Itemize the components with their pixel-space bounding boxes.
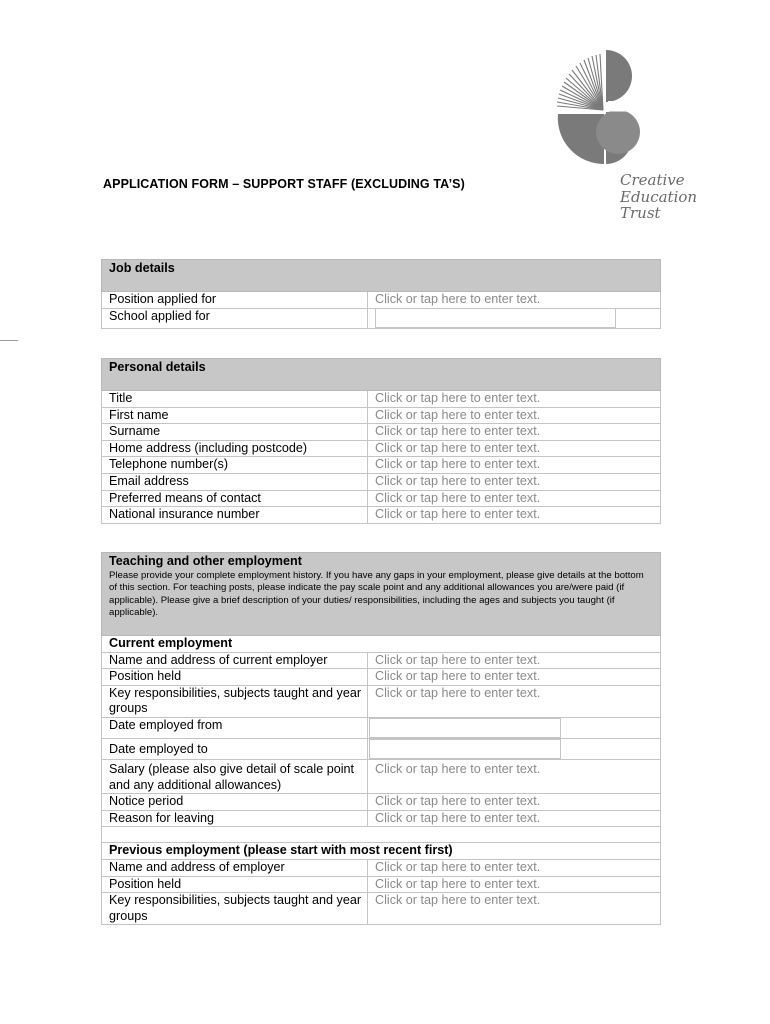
logo-line-trust: Trust [620, 204, 661, 222]
current-responsibilities-label: Key responsibilities, subjects taught and year groups [102, 685, 368, 717]
current-responsibilities-input[interactable]: Click or tap here to enter text. [368, 685, 661, 717]
personal-details-heading: Personal details [102, 359, 661, 391]
national-insurance-input[interactable]: Click or tap here to enter text. [368, 507, 661, 524]
telephone-input[interactable]: Click or tap here to enter text. [368, 457, 661, 474]
first-name-label: First name [102, 407, 368, 424]
logo-wordmark [620, 172, 697, 222]
first-name-input[interactable]: Click or tap here to enter text. [368, 407, 661, 424]
previous-responsibilities-input[interactable]: Click or tap here to enter text. [368, 893, 661, 925]
employment-heading: Teaching and other employment [109, 554, 302, 568]
reason-leaving-label: Reason for leaving [102, 810, 368, 827]
previous-responsibilities-label: Key responsibilities, subjects taught and year groups [102, 893, 368, 925]
salary-input[interactable]: Click or tap here to enter text. [368, 759, 661, 793]
position-applied-input[interactable]: Click or tap here to enter text. [368, 292, 661, 309]
email-label: Email address [102, 473, 368, 490]
home-address-input[interactable]: Click or tap here to enter text. [368, 440, 661, 457]
employment-note: Please provide your complete employment history. If you have any gaps in your employment, please give details at the bottom of this section. For teaching posts, please indicate the pay scale point and any additional allowances you are/were paid (if applicable). Please give a brief description of your duties/ responsibilities, including the ages and subjects you taught (if applicable). [109, 569, 644, 619]
job-details-table [101, 259, 661, 329]
preferred-contact-input[interactable]: Click or tap here to enter text. [368, 490, 661, 507]
current-position-input[interactable]: Click or tap here to enter text. [368, 669, 661, 686]
margin-mark [0, 340, 18, 341]
date-to-label: Date employed to [102, 738, 368, 759]
email-input[interactable]: Click or tap here to enter text. [368, 473, 661, 490]
personal-details-table [101, 358, 661, 524]
school-applied-dropdown[interactable] [375, 309, 616, 328]
national-insurance-label: National insurance number [102, 507, 368, 524]
current-employment-heading: Current employment [102, 636, 661, 653]
date-from-field[interactable] [368, 717, 661, 738]
previous-employer-label: Name and address of employer [102, 859, 368, 876]
home-address-label: Home address (including postcode) [102, 440, 368, 457]
logo-line-creative: Creative [620, 171, 685, 189]
school-applied-field[interactable] [368, 308, 661, 328]
previous-employment-heading: Previous employment (please start with most recent first) [102, 843, 661, 860]
date-to-field[interactable] [368, 738, 661, 759]
date-to-picker[interactable] [369, 739, 561, 759]
preferred-contact-label: Preferred means of contact [102, 490, 368, 507]
logo-line-education: Education [620, 187, 698, 206]
current-employer-label: Name and address of current employer [102, 652, 368, 669]
title-input[interactable]: Click or tap here to enter text. [368, 391, 661, 408]
position-applied-label: Position applied for [102, 292, 368, 309]
date-from-label: Date employed from [102, 717, 368, 738]
previous-position-label: Position held [102, 876, 368, 893]
title-label: Title [102, 391, 368, 408]
school-applied-label: School applied for [102, 308, 368, 328]
spacer-row [102, 827, 661, 843]
page-title: APPLICATION FORM – SUPPORT STAFF (EXCLUDING TA’S) [103, 177, 465, 191]
surname-input[interactable]: Click or tap here to enter text. [368, 424, 661, 441]
reason-leaving-input[interactable]: Click or tap here to enter text. [368, 810, 661, 827]
previous-employer-input[interactable]: Click or tap here to enter text. [368, 859, 661, 876]
telephone-label: Telephone number(s) [102, 457, 368, 474]
surname-label: Surname [102, 424, 368, 441]
creative-education-trust-logo [556, 50, 706, 225]
salary-label: Salary (please also give detail of scale point and any additional allowances) [102, 759, 368, 793]
previous-position-input[interactable]: Click or tap here to enter text. [368, 876, 661, 893]
employment-header [102, 553, 661, 636]
notice-period-label: Notice period [102, 794, 368, 811]
notice-period-input[interactable]: Click or tap here to enter text. [368, 794, 661, 811]
date-from-picker[interactable] [369, 718, 561, 738]
employment-table [101, 552, 661, 925]
current-position-label: Position held [102, 669, 368, 686]
current-employer-input[interactable]: Click or tap here to enter text. [368, 652, 661, 669]
logo-emblem-icon [556, 50, 666, 170]
job-details-heading: Job details [102, 260, 661, 292]
